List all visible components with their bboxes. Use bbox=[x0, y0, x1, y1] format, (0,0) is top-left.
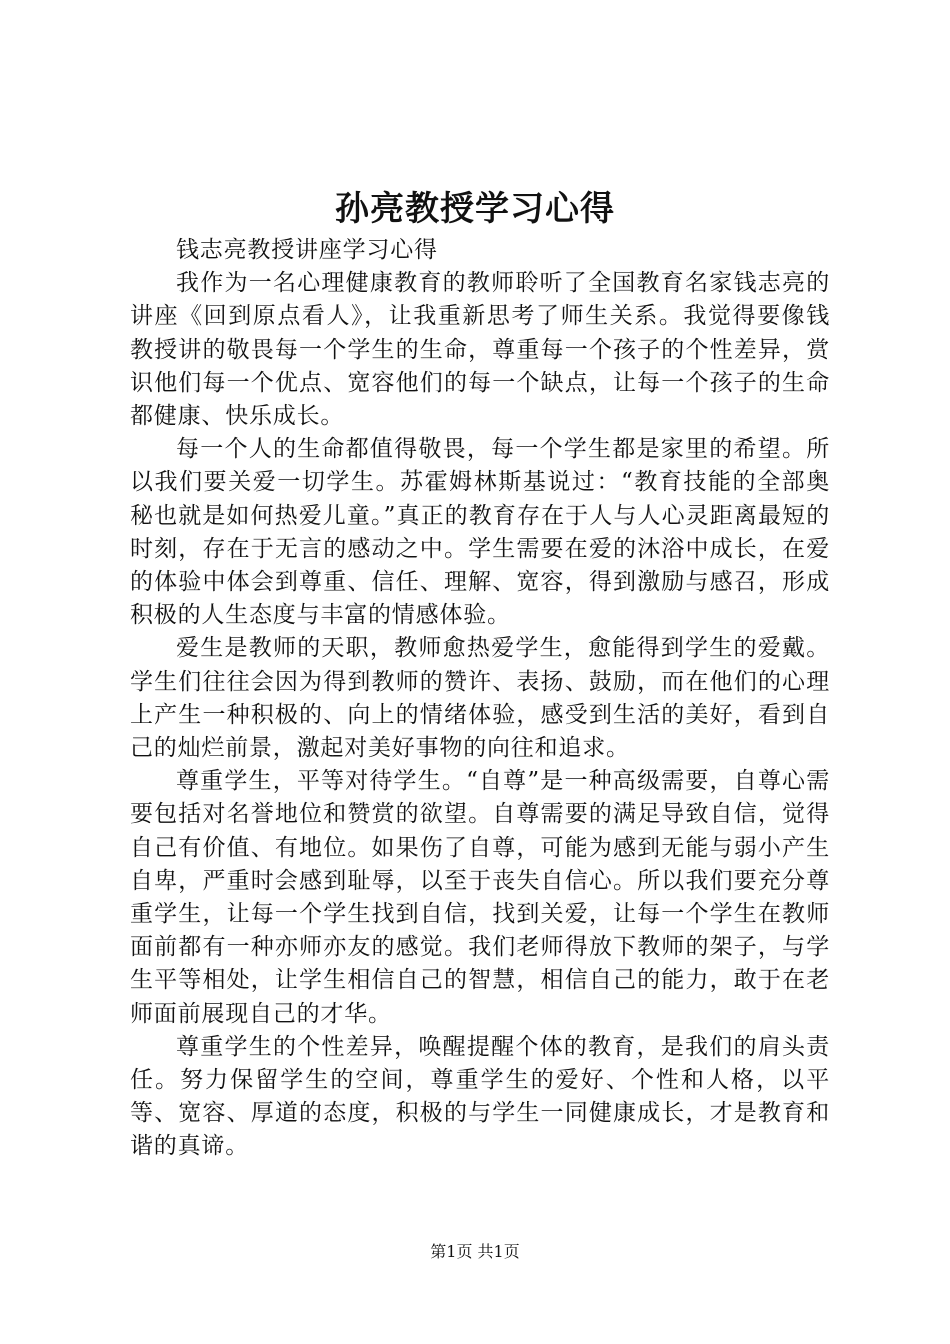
paragraph: 每一个人的生命都值得敬畏，每一个学生都是家里的希望。所以我们要关爱一切学生。苏霍姆林斯基说过：“教育技能的全部奥秘也就是如何热爱儿童。”真正的教育存在于人与人心灵距离最短的时刻，存在于无言的感动之中。学生需要在爱的沐浴中成长，在爱的体验中体会到尊重、信任、理解、宽容，得到激励与感召，形成积极的人生态度与丰富的情感体验。 bbox=[130, 436, 830, 629]
paragraph: 我作为一名心理健康教育的教师聆听了全国教育名家钱志亮的讲座《回到原点看人》，让我重新思考了师生关系。我觉得要像钱教授讲的敬畏每一个学生的生命，尊重每一个孩子的个性差异，赏识他们每一个优点、宽容他们的每一个缺点，让每一个孩子的生命都健康、快乐成长。 bbox=[130, 270, 830, 430]
document-body bbox=[130, 234, 830, 1164]
page-number: 第1页 共1页 bbox=[430, 1242, 520, 1261]
subtitle: 钱志亮教授讲座学习心得 bbox=[176, 237, 438, 263]
paragraph: 爱生是教师的天职，教师愈热爱学生，愈能得到学生的爱戴。学生们往往会因为得到教师的赞许、表扬、鼓励，而在他们的心理上产生一种积极的、向上的情绪体验，感受到生活的美好，看到自己的灿烂前景，激起对美好事物的向往和追求。 bbox=[130, 635, 830, 762]
paragraph: 尊重学生，平等对待学生。“自尊”是一种高级需要，自尊心需要包括对名誉地位和赞赏的欲望。自尊需要的满足导致自信，觉得自己有价值、有地位。如果伤了自尊，可能为感到无能与弱小产生自卑，严重时会感到耻辱，以至于丧失自信心。所以我们要充分尊重学生，让每一个学生找到自信，找到关爱，让每一个学生在教师面前都有一种亦师亦友的感觉。我们老师得放下教师的架子，与学生平等相处，让学生相信自己的智慧，相信自己的能力，敢于在老师面前展现自己的才华。 bbox=[130, 768, 830, 1027]
page-title: 孙亮教授学习心得 bbox=[335, 189, 615, 229]
paragraph: 尊重学生的个性差异，唤醒提醒个体的教育，是我们的肩头责任。努力保留学生的空间，尊重学生的爱好、个性和人格，以平等、宽容、厚道的态度，积极的与学生一同健康成长，才是教育和谐的真谛。 bbox=[130, 1033, 830, 1160]
